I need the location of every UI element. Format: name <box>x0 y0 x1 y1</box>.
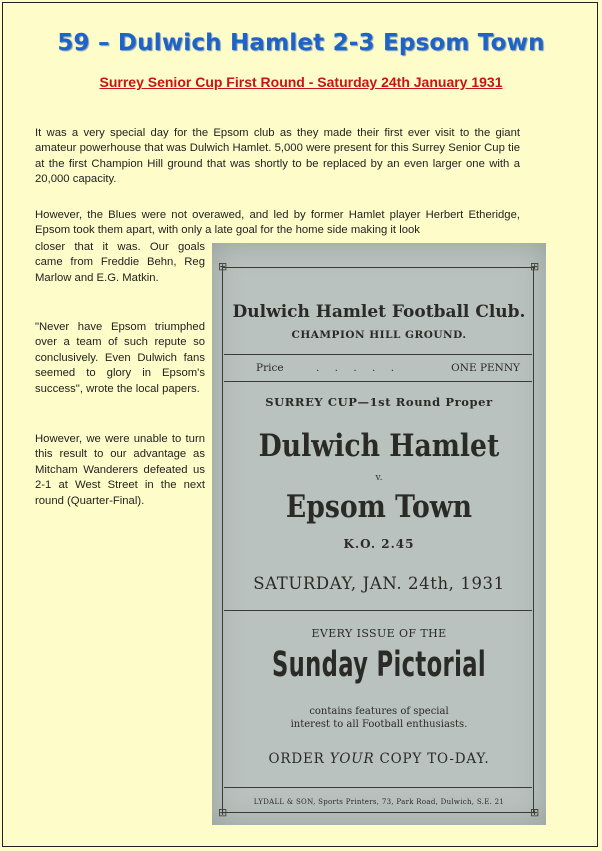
corner-ornament-icon: ⊞ <box>530 261 540 273</box>
programme-date: SATURDAY, JAN. 24th, 1931 <box>253 574 505 593</box>
divider <box>224 354 532 355</box>
advert-title: Sunday Pictorial <box>271 645 487 685</box>
programme-price-row <box>256 362 520 374</box>
price-value: ONE PENNY <box>451 362 520 374</box>
advert-line-2: interest to all Football enthusiasts. <box>290 719 468 730</box>
paragraph-intro: It was a very special day for the Epsom club as they made their first ever visit to the giant amateur powerhouse that was Dulwich Hamlet. 5,000 were present for this Surrey Senior Cup tie at the first Champion Hill ground that was shortly to be replaced by an even larger one with a 20,000 capacity. <box>35 127 520 186</box>
order-rest: COPY TO-DAY. <box>379 751 490 767</box>
corner-ornament-icon: ⊞ <box>530 807 540 819</box>
programme-ground: CHAMPION HILL GROUND. <box>291 329 467 341</box>
programme-kickoff: K.O. 2.45 <box>343 537 415 551</box>
programme-versus: v. <box>375 473 383 483</box>
price-dots: . . . . . <box>316 362 401 374</box>
article-subtitle: Surrey Senior Cup First Round - Saturday 24th January 1931 <box>99 74 503 90</box>
paragraph-next-round: However, we were unable to turn this result to our advantage as Mitcham Wanderers defeated us 2-1 at West Street in the next round (Quarter-Final). <box>35 433 205 507</box>
programme-away-team: Epsom Town <box>285 489 473 525</box>
divider <box>224 381 532 382</box>
advert-line-1: contains features of special <box>309 706 449 717</box>
order-word: ORDER <box>268 751 325 767</box>
advert-intro: EVERY ISSUE OF THE <box>311 627 447 640</box>
paragraph-goals: closer that it was. Our goals came from Freddie Behn, Reg Marlow and E.G. Matkin. <box>35 241 205 284</box>
corner-ornament-icon: ⊞ <box>218 261 228 273</box>
advert-order-line <box>212 751 546 767</box>
advert-text <box>212 705 546 731</box>
match-programme-image <box>212 243 546 825</box>
paragraph-match: However, the Blues were not overawed, and led by former Hamlet player Herbert Etheridge, Epsom took them apart, with only a late goal for the home side making it look <box>35 209 520 237</box>
programme-club-name: Dulwich Hamlet Football Club. <box>232 302 526 322</box>
article-title: 59 – Dulwich Hamlet 2-3 Epsom Town <box>57 30 545 56</box>
divider <box>224 610 532 611</box>
programme-home-team: Dulwich Hamlet <box>258 428 500 464</box>
divider <box>224 787 532 788</box>
price-label: Price <box>256 362 284 374</box>
programme-cup-round: SURREY CUP—1st Round Proper <box>265 395 493 409</box>
order-your: YOUR <box>329 751 375 767</box>
paragraph-quote: "Never have Epsom triumphed over a team of such repute so conclusively. Even Dulwich fans seemed to glory in Epsom's success", wrote the local papers. <box>35 321 205 395</box>
programme-printer: LYDALL & SON, Sports Printers, 73, Park Road, Dulwich, S.E. 21 <box>253 798 505 806</box>
corner-ornament-icon: ⊞ <box>218 807 228 819</box>
